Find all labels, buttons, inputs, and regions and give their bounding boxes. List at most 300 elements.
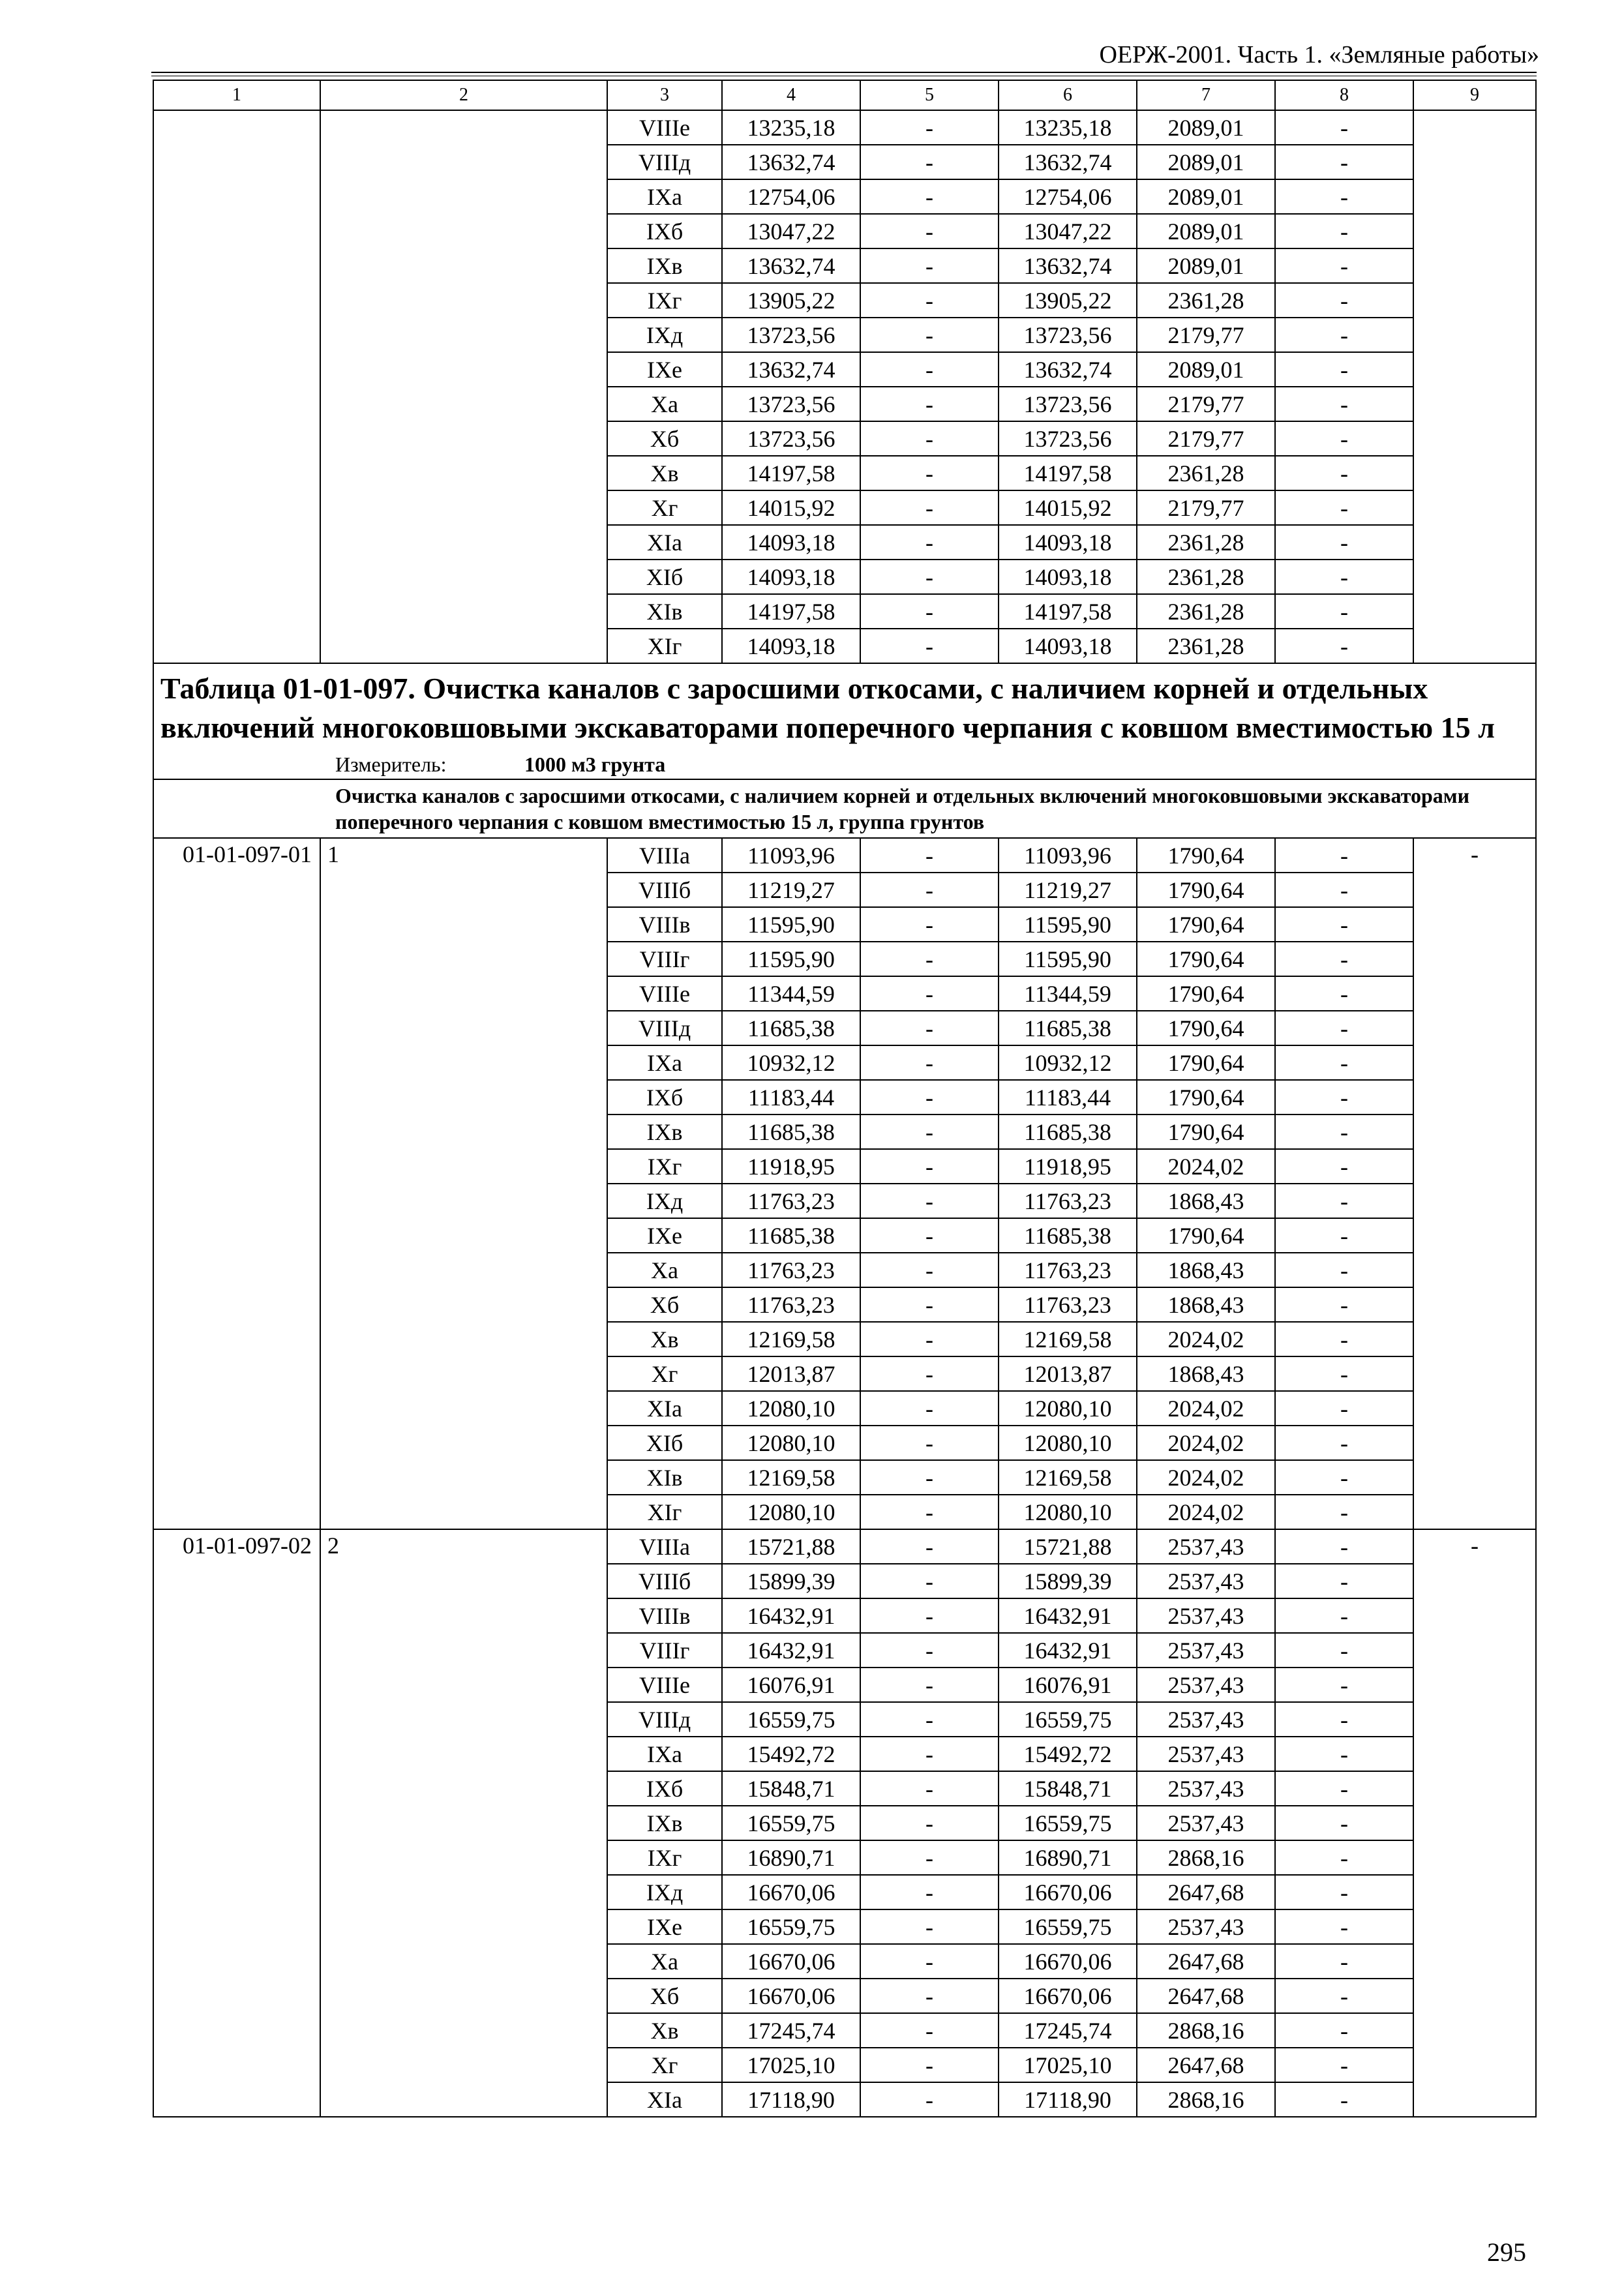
table-row	[153, 1529, 1536, 1564]
table-cell: 16559,75	[999, 1909, 1137, 1944]
table-cell: -	[1275, 525, 1413, 560]
table-cell: 13632,74	[999, 248, 1137, 283]
table-cell: 2024,02	[1137, 1460, 1275, 1495]
table-cell: 14015,92	[999, 490, 1137, 525]
table-cell: 11183,44	[722, 1080, 860, 1115]
table-cell: -	[860, 2082, 999, 2117]
table-cell: 16559,75	[722, 1806, 860, 1840]
table-cell: 11685,38	[722, 1011, 860, 1045]
table-cell: 11595,90	[722, 942, 860, 976]
table-cell: 11344,59	[999, 976, 1137, 1011]
table-cell: 15492,72	[722, 1737, 860, 1771]
table-cell: -	[1275, 1806, 1413, 1840]
table-cell: 11595,90	[722, 907, 860, 942]
table-cell: 2024,02	[1137, 1391, 1275, 1426]
table-cell: IXб	[607, 1080, 722, 1115]
table-cell: 1790,64	[1137, 1045, 1275, 1080]
table-cell: 2361,28	[1137, 629, 1275, 663]
table-cell: 13632,74	[722, 248, 860, 283]
table-cell: 17025,10	[999, 2048, 1137, 2082]
table-cell: IXд	[607, 1184, 722, 1218]
rates-table	[153, 80, 1537, 2117]
table-cell: -	[860, 629, 999, 663]
table-cell: 1790,64	[1137, 907, 1275, 942]
table-cell: -	[860, 1875, 999, 1909]
table-cell: -	[1275, 283, 1413, 318]
table-cell: -	[1275, 387, 1413, 421]
unit-label: Измеритель:	[335, 753, 447, 776]
table-cell: 13723,56	[999, 387, 1137, 421]
table-title-row	[153, 663, 1536, 779]
table-cell: -	[1275, 1668, 1413, 1702]
table-cell: 13047,22	[722, 214, 860, 248]
table-cell: 16670,06	[999, 1979, 1137, 2013]
table-cell: IXб	[607, 214, 722, 248]
table-cell: Xб	[607, 421, 722, 456]
table-cell: -	[1275, 2082, 1413, 2117]
table-cell: VIIIд	[607, 145, 722, 179]
table-cell: -	[860, 1979, 999, 2013]
table-cell: VIIIа	[607, 1529, 722, 1564]
table-cell: 12080,10	[999, 1391, 1137, 1426]
table-cell: 11685,38	[999, 1011, 1137, 1045]
table-cell: 14093,18	[999, 525, 1137, 560]
table-cell: 2089,01	[1137, 179, 1275, 214]
table-cell: 1790,64	[1137, 942, 1275, 976]
table-cell: -	[1275, 1564, 1413, 1598]
column-number: 7	[1137, 80, 1275, 110]
table-cell: 13723,56	[999, 318, 1137, 352]
table-cell: 17118,90	[999, 2082, 1137, 2117]
table-cell: IXа	[607, 1737, 722, 1771]
table-cell: -	[860, 1115, 999, 1149]
table-cell: -	[860, 2013, 999, 2048]
table-cell: 14197,58	[722, 594, 860, 629]
table-cell: 2647,68	[1137, 2048, 1275, 2082]
table-cell: 11685,38	[999, 1115, 1137, 1149]
table-cell: 11763,23	[999, 1287, 1137, 1322]
table-cell: 16559,75	[722, 1909, 860, 1944]
table-cell: 15721,88	[722, 1529, 860, 1564]
table-cell: 13047,22	[999, 214, 1137, 248]
table-cell: 12169,58	[999, 1460, 1137, 1495]
table-cell: IXа	[607, 179, 722, 214]
table-cell: -	[860, 110, 999, 145]
table-cell: 12080,10	[722, 1495, 860, 1529]
table-cell: 16670,06	[999, 1875, 1137, 1909]
table-cell: XIв	[607, 1460, 722, 1495]
table-body	[153, 80, 1536, 2117]
table-cell: -	[860, 179, 999, 214]
column-number: 4	[722, 80, 860, 110]
table-cell: 2647,68	[1137, 1875, 1275, 1909]
table-cell: -	[1275, 1944, 1413, 1979]
table-cell: IXе	[607, 1218, 722, 1253]
table-cell: 11219,27	[999, 873, 1137, 907]
table-cell: 16432,91	[999, 1598, 1137, 1633]
column-number: 5	[860, 80, 999, 110]
table-cell: 16670,06	[722, 1944, 860, 1979]
table-cell: -	[860, 1045, 999, 1080]
table-cell: -	[1275, 629, 1413, 663]
table-cell: 15848,71	[999, 1771, 1137, 1806]
table-cell: -	[1275, 1633, 1413, 1668]
table-cell: 11093,96	[722, 838, 860, 873]
table-cell: 2647,68	[1137, 1944, 1275, 1979]
table-cell: 14093,18	[722, 560, 860, 594]
table-cell: -	[860, 214, 999, 248]
table-cell: -	[860, 1080, 999, 1115]
table-cell: 16670,06	[722, 1979, 860, 2013]
table-cell: 15721,88	[999, 1529, 1137, 1564]
col9-cell: -	[1413, 838, 1536, 1529]
table-cell: 16076,91	[999, 1668, 1137, 1702]
table-cell: Xв	[607, 456, 722, 490]
table-cell: -	[1275, 594, 1413, 629]
table-cell: 13235,18	[722, 110, 860, 145]
table-cell: VIIIд	[607, 1702, 722, 1737]
table-cell: 11595,90	[999, 942, 1137, 976]
table-cell: -	[1275, 1322, 1413, 1356]
table-cell: 1790,64	[1137, 1218, 1275, 1253]
table-cell: 10932,12	[999, 1045, 1137, 1080]
table-cell: 16432,91	[722, 1598, 860, 1633]
table-cell: 11763,23	[999, 1253, 1137, 1287]
table-cell: 2647,68	[1137, 1979, 1275, 2013]
table-cell: IXв	[607, 248, 722, 283]
table-cell: -	[1275, 2048, 1413, 2082]
table-cell: 13632,74	[999, 352, 1137, 387]
column-number: 6	[999, 80, 1137, 110]
table-cell: -	[1275, 1045, 1413, 1080]
table-cell: XIб	[607, 560, 722, 594]
table-cell: Xг	[607, 490, 722, 525]
table-cell: 16670,06	[999, 1944, 1137, 1979]
table-cell: -	[860, 1426, 999, 1460]
table-cell: 16890,71	[722, 1840, 860, 1875]
table-cell: 14197,58	[722, 456, 860, 490]
table-cell: 11763,23	[722, 1287, 860, 1322]
table-cell: IXд	[607, 318, 722, 352]
table-cell: 11183,44	[999, 1080, 1137, 1115]
table-row	[153, 838, 1536, 873]
table-cell: -	[860, 838, 999, 873]
table-cell: -	[860, 318, 999, 352]
table-cell: 14093,18	[722, 629, 860, 663]
table-cell: XIг	[607, 629, 722, 663]
table-cell: -	[1275, 1011, 1413, 1045]
table-cell: 16670,06	[722, 1875, 860, 1909]
table-cell: -	[1275, 1702, 1413, 1737]
table-cell: 17025,10	[722, 2048, 860, 2082]
group-heading: Очистка каналов с заросшими откосами, с наличием корней и отдельных включений многоковшовыми экскаваторами поперечного черпания с ковшом вместимостью 15 л, группа грунтов	[153, 779, 1536, 838]
table-cell: 11344,59	[722, 976, 860, 1011]
table-cell: 14197,58	[999, 456, 1137, 490]
table-cell: 12754,06	[722, 179, 860, 214]
table-cell: Xа	[607, 1253, 722, 1287]
table-cell: -	[860, 2048, 999, 2082]
soil-group: 1	[320, 838, 607, 1529]
table-cell: -	[1275, 1149, 1413, 1184]
table-cell: 2361,28	[1137, 283, 1275, 318]
table-cell: 2537,43	[1137, 1529, 1275, 1564]
table-cell: 2361,28	[1137, 560, 1275, 594]
table-cell: IXг	[607, 1149, 722, 1184]
table-cell: 15848,71	[722, 1771, 860, 1806]
table-cell: 12080,10	[722, 1426, 860, 1460]
rate-code: 01-01-097-02	[153, 1529, 320, 2117]
table-cell: -	[860, 1909, 999, 1944]
table-cell: -	[860, 1149, 999, 1184]
table-cell: 13905,22	[722, 283, 860, 318]
table-cell: 12080,10	[722, 1391, 860, 1426]
table-cell: 2179,77	[1137, 490, 1275, 525]
table-cell: 2537,43	[1137, 1668, 1275, 1702]
table-cell: -	[1275, 456, 1413, 490]
table-cell: 1868,43	[1137, 1184, 1275, 1218]
table-cell: 2089,01	[1137, 110, 1275, 145]
table-cell: VIIIв	[607, 1598, 722, 1633]
table-cell: -	[1275, 2013, 1413, 2048]
table-cell: -	[860, 1253, 999, 1287]
table-cell: VIIIе	[607, 1668, 722, 1702]
table-cell: 16432,91	[722, 1633, 860, 1668]
table-cell: 2089,01	[1137, 145, 1275, 179]
page-number: 295	[1487, 2237, 1526, 2267]
table-cell: -	[860, 1598, 999, 1633]
table-cell: -	[1275, 1598, 1413, 1633]
table-cell: 11685,38	[999, 1218, 1137, 1253]
table-cell: VIIIе	[607, 976, 722, 1011]
table-cell: IXг	[607, 283, 722, 318]
table-cell: -	[860, 1287, 999, 1322]
table-cell: 13235,18	[999, 110, 1137, 145]
table-cell: -	[860, 456, 999, 490]
table-cell: -	[1275, 1287, 1413, 1322]
table-cell: 14015,92	[722, 490, 860, 525]
table-cell: IXе	[607, 1909, 722, 1944]
table-cell: 1790,64	[1137, 873, 1275, 907]
table-cell: 1790,64	[1137, 1080, 1275, 1115]
table-cell: -	[1275, 976, 1413, 1011]
table-cell: 11685,38	[722, 1218, 860, 1253]
table-cell: -	[1275, 560, 1413, 594]
table-cell: 17245,74	[999, 2013, 1137, 2048]
table-cell: -	[1275, 1771, 1413, 1806]
group-heading-row	[153, 779, 1536, 838]
table-cell: 17245,74	[722, 2013, 860, 2048]
column-number: 3	[607, 80, 722, 110]
table-row	[153, 110, 1536, 145]
table-cell: -	[860, 248, 999, 283]
table-cell: -	[1275, 1460, 1413, 1495]
table-cell: 2024,02	[1137, 1322, 1275, 1356]
table-cell: 11595,90	[999, 907, 1137, 942]
table-cell: 16076,91	[722, 1668, 860, 1702]
table-cell: -	[1275, 1529, 1413, 1564]
table-cell: 11685,38	[722, 1115, 860, 1149]
table-cell: 14093,18	[999, 629, 1137, 663]
table-cell: -	[1275, 248, 1413, 283]
table-cell: 1868,43	[1137, 1287, 1275, 1322]
table-cell: -	[1275, 1218, 1413, 1253]
table-cell: -	[1275, 1426, 1413, 1460]
column-number: 8	[1275, 80, 1413, 110]
table-cell: -	[860, 1529, 999, 1564]
table-cell: 2179,77	[1137, 421, 1275, 456]
table-cell: IXа	[607, 1045, 722, 1080]
table-cell: -	[860, 560, 999, 594]
table-cell: -	[1275, 421, 1413, 456]
table-cell: -	[860, 1460, 999, 1495]
table-cell: 11219,27	[722, 873, 860, 907]
table-cell: 10932,12	[722, 1045, 860, 1080]
table-cell: 13723,56	[999, 421, 1137, 456]
table-cell: 16559,75	[722, 1702, 860, 1737]
table-cell: VIIIв	[607, 907, 722, 942]
table-cell: 12080,10	[999, 1495, 1137, 1529]
table-cell: 1790,64	[1137, 1115, 1275, 1149]
table-cell: -	[860, 490, 999, 525]
table-cell: -	[860, 1495, 999, 1529]
table-cell: 2361,28	[1137, 525, 1275, 560]
table-cell: 2024,02	[1137, 1495, 1275, 1529]
table-cell: -	[1275, 1737, 1413, 1771]
table-cell: -	[860, 352, 999, 387]
table-cell: -	[1275, 318, 1413, 352]
table-cell: 1790,64	[1137, 976, 1275, 1011]
table-cell: Xб	[607, 1979, 722, 2013]
table-cell: VIIIа	[607, 838, 722, 873]
table-cell: -	[1275, 1875, 1413, 1909]
table-cell: 11093,96	[999, 838, 1137, 873]
table-cell: 2089,01	[1137, 214, 1275, 248]
table-cell: -	[860, 1668, 999, 1702]
table-cell: -	[1275, 873, 1413, 907]
rate-code: 01-01-097-01	[153, 838, 320, 1529]
table-cell: 13723,56	[722, 318, 860, 352]
table-cell: -	[860, 1771, 999, 1806]
table-cell: -	[1275, 214, 1413, 248]
table-cell: IXе	[607, 352, 722, 387]
column-number-row	[153, 80, 1536, 110]
table-cell: -	[1275, 145, 1413, 179]
table-cell: 16432,91	[999, 1633, 1137, 1668]
table-cell: -	[1275, 838, 1413, 873]
table-cell: Xа	[607, 387, 722, 421]
table-cell: VIIIе	[607, 110, 722, 145]
unit-line	[160, 750, 1529, 779]
table-cell: 2537,43	[1137, 1702, 1275, 1737]
table-cell: Xа	[607, 1944, 722, 1979]
column-number: 2	[320, 80, 607, 110]
table-cell: -	[860, 1840, 999, 1875]
table-cell: 17118,90	[722, 2082, 860, 2117]
table-cell: VIIIд	[607, 1011, 722, 1045]
table-cell: VIIIг	[607, 1633, 722, 1668]
column-number: 1	[153, 80, 320, 110]
table-cell: -	[1275, 490, 1413, 525]
table-cell: 1868,43	[1137, 1356, 1275, 1391]
table-cell: -	[860, 1633, 999, 1668]
table-cell: 2537,43	[1137, 1909, 1275, 1944]
table-cell: -	[860, 387, 999, 421]
table-cell: 2537,43	[1137, 1737, 1275, 1771]
table-cell: -	[860, 594, 999, 629]
table-cell: -	[1275, 1115, 1413, 1149]
table-cell: 13632,74	[722, 145, 860, 179]
table-cell: 11763,23	[999, 1184, 1137, 1218]
table-cell: VIIIг	[607, 942, 722, 976]
table-cell: -	[1275, 1356, 1413, 1391]
table-cell: -	[1275, 1909, 1413, 1944]
table-cell: 2537,43	[1137, 1806, 1275, 1840]
table-cell: -	[1275, 1391, 1413, 1426]
table-cell: -	[860, 1806, 999, 1840]
table-cell: 13905,22	[999, 283, 1137, 318]
table-cell: 13632,74	[722, 352, 860, 387]
table-cell: -	[1275, 1253, 1413, 1287]
table-cell: 2868,16	[1137, 2013, 1275, 2048]
table-cell: 2179,77	[1137, 387, 1275, 421]
table-cell: 12754,06	[999, 179, 1137, 214]
table-cell: Xг	[607, 1356, 722, 1391]
table-cell: 2537,43	[1137, 1598, 1275, 1633]
table-cell: 12080,10	[999, 1426, 1137, 1460]
table-cell: 14197,58	[999, 594, 1137, 629]
header-rule	[151, 72, 1537, 73]
table-cell: 11918,95	[722, 1149, 860, 1184]
table-cell: 2537,43	[1137, 1771, 1275, 1806]
table-cell: Xв	[607, 2013, 722, 2048]
table-cell: 2361,28	[1137, 456, 1275, 490]
table-cell: -	[1275, 1184, 1413, 1218]
table-cell: IXв	[607, 1806, 722, 1840]
table-cell: 15899,39	[722, 1564, 860, 1598]
running-header: ОЕРЖ-2001. Часть 1. «Земляные работы»	[1099, 41, 1539, 68]
table-cell: 15899,39	[999, 1564, 1137, 1598]
table-cell: 2868,16	[1137, 1840, 1275, 1875]
soil-group: 2	[320, 1529, 607, 2117]
table-cell: -	[860, 907, 999, 942]
table-cell: -	[860, 1184, 999, 1218]
table-cell: 13632,74	[999, 145, 1137, 179]
table-cell: -	[860, 1702, 999, 1737]
table-cell: 11763,23	[722, 1184, 860, 1218]
table-cell: -	[860, 421, 999, 456]
table-cell: IXб	[607, 1771, 722, 1806]
table-cell: VIIIб	[607, 1564, 722, 1598]
table-cell: 12169,58	[722, 1460, 860, 1495]
table-cell: -	[860, 1564, 999, 1598]
table-cell: 13723,56	[722, 387, 860, 421]
table-cell: -	[1275, 352, 1413, 387]
table-cell: -	[860, 976, 999, 1011]
table-cell: XIв	[607, 594, 722, 629]
unit-value: 1000 м3 грунта	[524, 753, 666, 776]
table-cell: -	[1275, 1979, 1413, 2013]
table-cell: 13723,56	[722, 421, 860, 456]
table-cell: -	[860, 1356, 999, 1391]
table-cell: 2537,43	[1137, 1633, 1275, 1668]
table-cell: 1790,64	[1137, 1011, 1275, 1045]
table-cell: 2868,16	[1137, 2082, 1275, 2117]
col9-cell: -	[1413, 1529, 1536, 2117]
table-cell: -	[860, 145, 999, 179]
table-cell: 16890,71	[999, 1840, 1137, 1875]
table-cell: 2537,43	[1137, 1564, 1275, 1598]
table-cell: 2089,01	[1137, 248, 1275, 283]
